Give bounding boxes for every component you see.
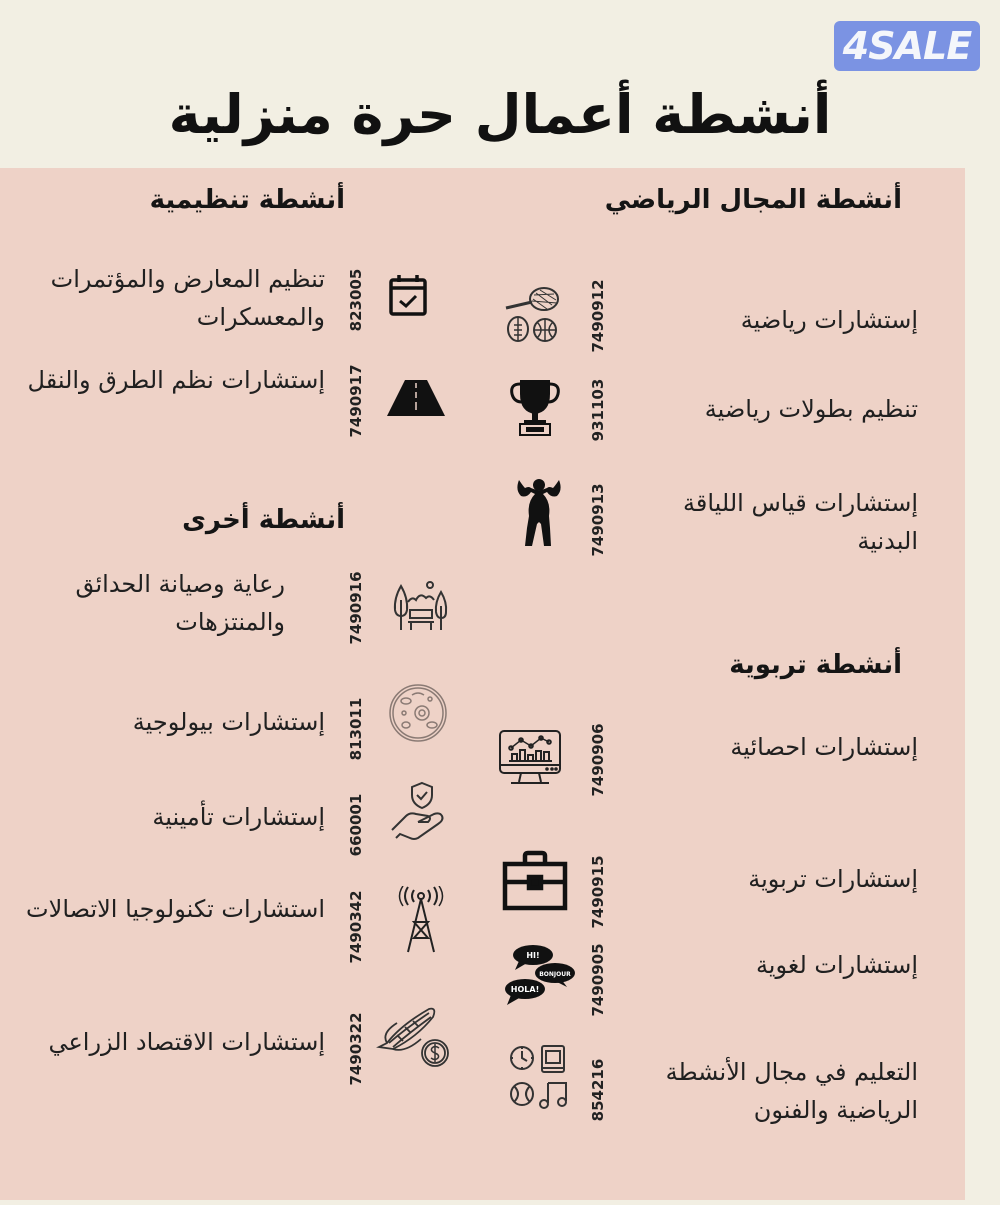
item-label-statistics: إستشارات احصائية xyxy=(730,733,918,761)
road-icon xyxy=(385,378,447,418)
item-label-roads-transport: إستشارات نظم الطرق والنقل xyxy=(27,366,325,394)
item-code: 7490917 xyxy=(347,364,365,438)
item-label-exhibitions: تنظيم المعارض والمؤتمرات والمعسكرات xyxy=(50,265,325,331)
item-code: 7490913 xyxy=(589,483,607,557)
item-code: 660001 xyxy=(347,793,365,857)
item-code: 7490912 xyxy=(589,279,607,353)
item-label-biological: إستشارات بيولوجية xyxy=(132,708,325,736)
item-label-sports-arts-education: التعليم في مجال الأنشطة الرياضية والفنون xyxy=(665,1058,918,1124)
item-code: 7490342 xyxy=(347,890,365,964)
section-title-other: أنشطة أخرى xyxy=(182,505,345,535)
item-label-gardens: رعاية وصيانة الحدائق والمنتزهات xyxy=(75,570,285,636)
briefcase-icon xyxy=(502,850,568,912)
item-code: 7490905 xyxy=(589,943,607,1017)
item-label-fitness: إستشارات قياس اللياقة البدنية xyxy=(683,489,918,555)
trophy-icon xyxy=(510,378,560,436)
calendar-check-icon xyxy=(388,273,428,317)
item-label-agri-economics: إستشارات الاقتصاد الزراعي xyxy=(48,1028,325,1056)
item-label-sports-consulting: إستشارات رياضية xyxy=(740,306,918,334)
svg-text:HOLA!: HOLA! xyxy=(510,985,540,994)
sports-equipment-icon xyxy=(500,285,564,345)
item-code: 854216 xyxy=(589,1058,607,1122)
monitor-chart-icon xyxy=(497,728,563,788)
speech-bubbles-icon xyxy=(503,943,575,1007)
item-code: 931103 xyxy=(589,378,607,442)
item-label-tournaments: تنظيم بطولات رياضية xyxy=(704,395,918,423)
corn-dollar-icon xyxy=(375,1003,451,1069)
brand-logo: 4SALE xyxy=(834,21,980,71)
antenna-tower-icon xyxy=(398,886,444,954)
item-code: 813011 xyxy=(347,697,365,761)
item-label-insurance: إستشارات تأمينية xyxy=(152,803,325,831)
park-bench-icon xyxy=(390,578,452,634)
bodybuilder-icon xyxy=(513,476,565,548)
item-code: 7490915 xyxy=(589,855,607,929)
page-title: أنشطة أعمال حرة منزلية xyxy=(168,83,832,146)
hand-shield-icon xyxy=(388,780,448,842)
item-label-telecom: استشارات تكنولوجيا الاتصالات xyxy=(26,895,325,923)
item-label-linguistic: إستشارات لغوية xyxy=(755,951,918,979)
activities-icon xyxy=(508,1043,572,1111)
item-code: 7490322 xyxy=(347,1012,365,1086)
svg-text:HI!: HI! xyxy=(526,951,540,960)
item-code: 823005 xyxy=(347,268,365,332)
content-panel xyxy=(0,168,965,1200)
svg-text:BONJOUR: BONJOUR xyxy=(539,971,571,978)
cell-icon xyxy=(388,683,448,743)
section-title-educational: أنشطة تربوية xyxy=(729,650,902,680)
section-title-sports: أنشطة المجال الرياضي xyxy=(604,185,902,215)
section-title-organizational: أنشطة تنظيمية xyxy=(149,185,345,215)
item-code: 7490916 xyxy=(347,571,365,645)
item-label-educational-consulting: إستشارات تربوية xyxy=(748,865,918,893)
item-code: 7490906 xyxy=(589,723,607,797)
